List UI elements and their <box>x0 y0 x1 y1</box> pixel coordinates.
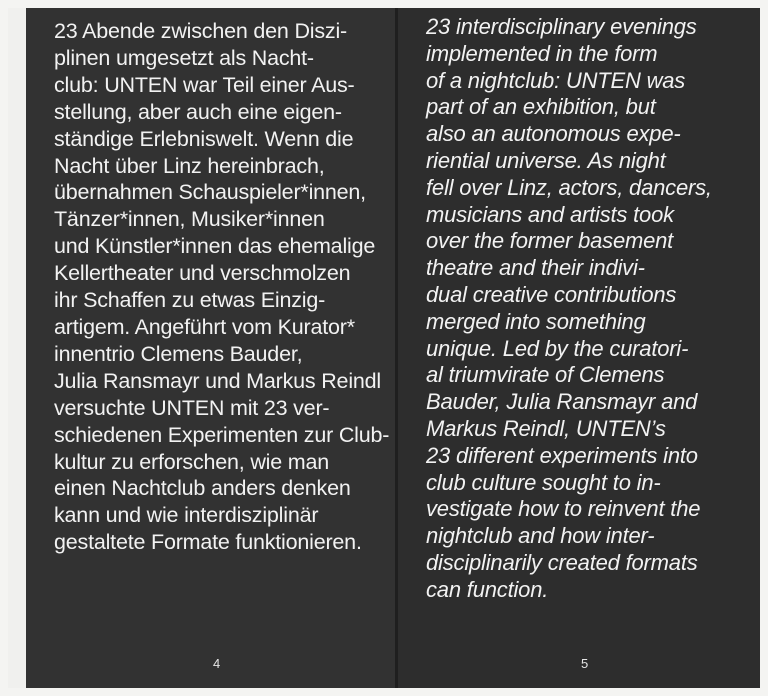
text-line: riential universe. As night <box>426 147 666 173</box>
text-line: can function. <box>426 576 549 602</box>
text-line: disciplinarily created formats <box>426 549 698 575</box>
text-line: fell over Linz, actors, dancers, <box>426 174 712 200</box>
text-line: artigem. Angeführt vom Kurator* <box>54 314 355 339</box>
text-line: Kellertheater und verschmolzen <box>54 261 351 286</box>
text-line: schiedenen Experimenten zur Club- <box>54 422 390 447</box>
text-line: merged into something <box>426 308 646 334</box>
page-number-right: 5 <box>581 656 589 671</box>
left-page <box>8 8 396 688</box>
text-line: und Künstler*innen das ehemalige <box>54 234 376 259</box>
text-line: implemented in the form <box>426 40 658 66</box>
text-line: versuchte UNTEN mit 23 ver- <box>54 395 330 420</box>
text-line: Markus Reindl, UNTEN’s <box>426 415 666 441</box>
text-line: 23 Abende zwischen den Diszi- <box>54 19 347 43</box>
page-number-left: 4 <box>213 656 221 671</box>
text-line: of a nightclub: UNTEN was <box>426 67 686 93</box>
text-line: also an autonomous expe- <box>426 121 681 147</box>
text-line: übernahmen Schauspieler*innen, <box>54 180 366 205</box>
text-line: al triumvirate of Clemens <box>426 362 665 388</box>
text-line: innentrio Clemens Bauder, <box>54 341 303 366</box>
text-line: gestaltete Formate funktionieren. <box>54 530 362 555</box>
text-line: unique. Led by the curatori- <box>426 335 689 361</box>
page-edge <box>8 8 26 688</box>
text-line: Nacht über Linz hereinbrach, <box>54 153 325 178</box>
text-line: 23 different experiments into <box>426 442 698 468</box>
text-line: stellung, aber auch eine eigen- <box>54 99 342 124</box>
text-line: ihr Schaffen zu etwas Einzig- <box>54 288 326 313</box>
text-line: Julia Ransmayr und Markus Reindl <box>54 368 381 393</box>
right-page <box>398 8 760 688</box>
text-line: nightclub and how inter- <box>426 523 655 549</box>
english-body-text <box>426 14 712 604</box>
text-line: 23 interdisciplinary evenings <box>426 14 697 39</box>
text-line: ständige Erlebniswelt. Wenn die <box>54 126 354 151</box>
text-line: kann und wie interdisziplinär <box>54 503 319 528</box>
text-line: dual creative contributions <box>426 281 677 307</box>
book-spread <box>8 8 760 688</box>
german-body-text <box>54 18 389 556</box>
text-line: plinen umgesetzt als Nacht- <box>54 45 314 70</box>
text-line: kultur zu erforschen, wie man <box>54 449 330 474</box>
text-line: over the former basement <box>426 228 674 254</box>
text-line: Bauder, Julia Ransmayr and <box>426 389 698 415</box>
text-line: einen Nachtclub anders denken <box>54 476 351 501</box>
text-line: club culture sought to in- <box>426 469 661 495</box>
text-line: part of an exhibition, but <box>426 94 656 120</box>
text-line: Tänzer*innen, Musiker*innen <box>54 207 325 232</box>
text-line: musicians and artists took <box>426 201 674 227</box>
text-line: vestigate how to reinvent the <box>426 496 701 522</box>
text-line: club: UNTEN war Teil einer Aus- <box>54 72 355 97</box>
text-line: theatre and their indivi- <box>426 255 645 281</box>
